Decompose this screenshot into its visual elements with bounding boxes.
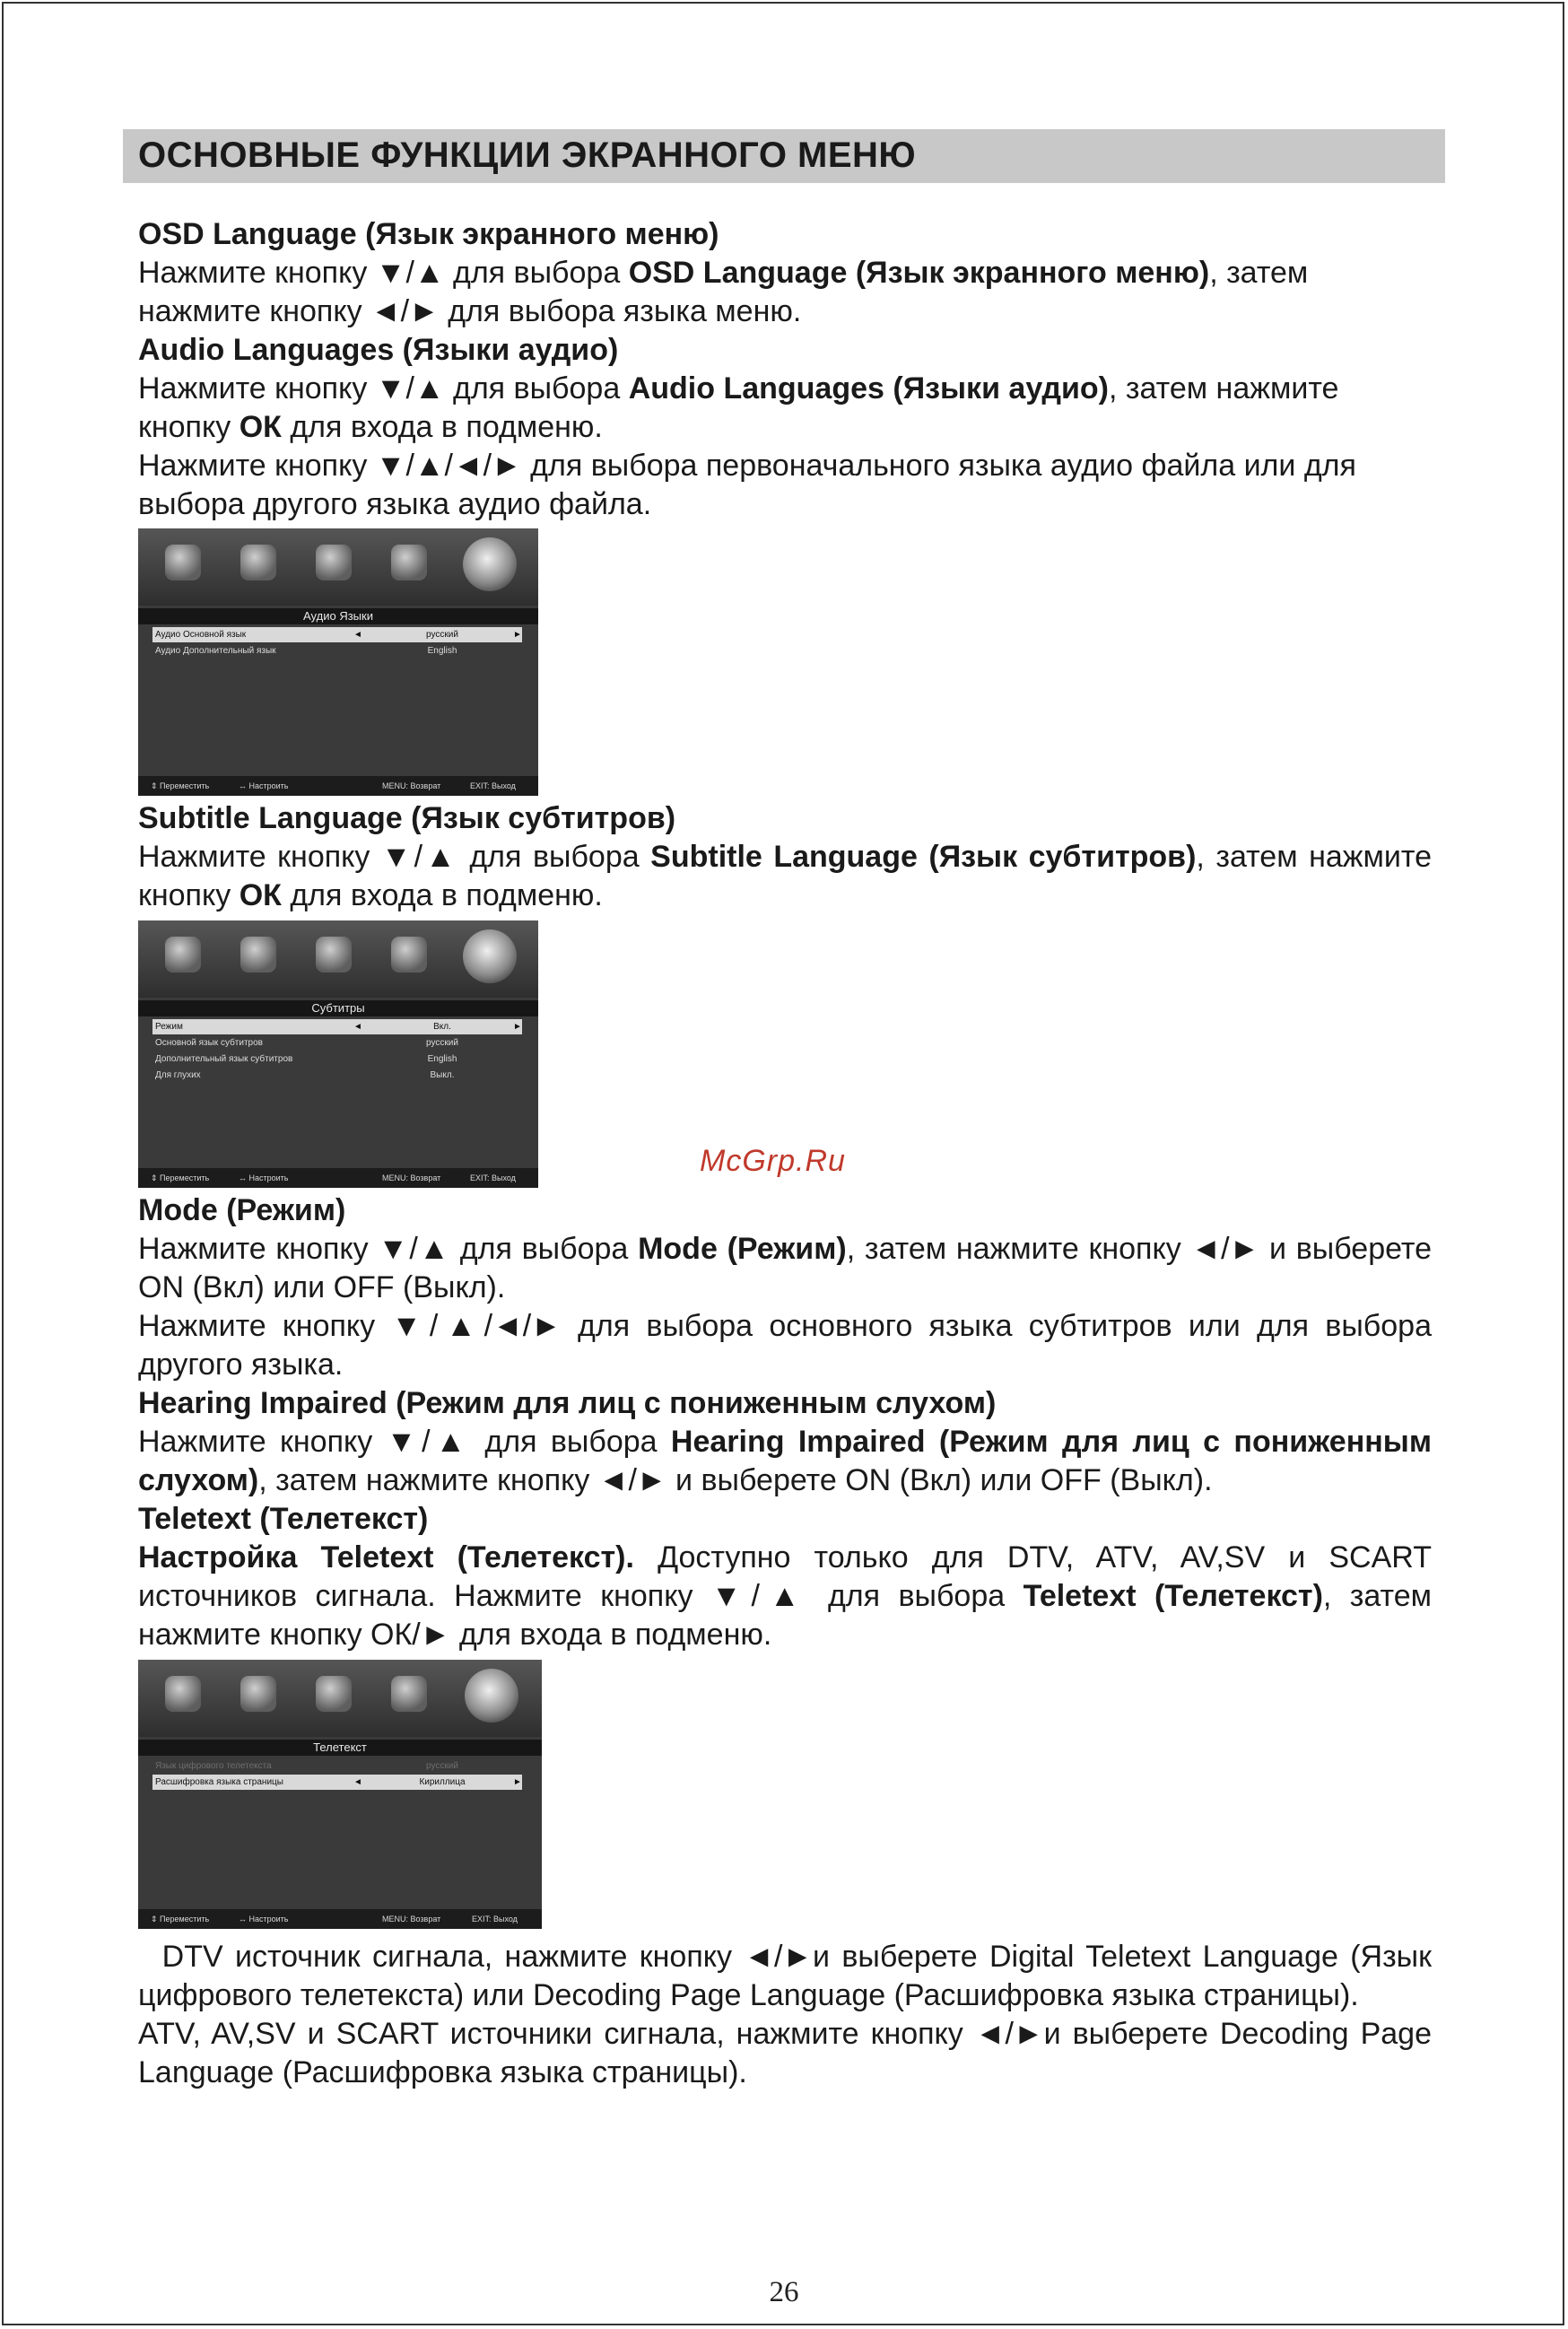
gear-icon [465, 1669, 518, 1723]
left-arrow-icon: ◄ [353, 630, 362, 640]
menu-row-hearing-impaired: Для глухих Выкл. [155, 1070, 455, 1080]
subtitle-language-paragraph: Нажмите кнопку ▼/▲ для выбора Subtitle Language (Язык субтитров), затем нажмите кнопку ОК для входа в подменю. [138, 840, 1432, 912]
menu-icon-bar [138, 1660, 542, 1737]
menu-row-mode: Режим ◄ Вкл. ► [152, 1019, 522, 1034]
audio-languages-heading: Audio Languages (Языки аудио) [138, 333, 619, 367]
sound-icon [240, 1676, 276, 1712]
teletext-paragraph: Настройка Teletext (Телетекст). Доступно только для DTV, ATV, AV,SV и SCART источников сигнала. Нажмите кнопку ▼/▲ для выбора Teletext (Телетекст), затем нажмите кнопку ОК/► для входа в подменю. [138, 1540, 1432, 1652]
audio-languages-screenshot [138, 528, 538, 796]
audio-languages-paragraph-1: Нажмите кнопку ▼/▲ для выбора Audio Languages (Языки аудио), затем нажмите кнопку ОК для входа в подменю. [138, 371, 1339, 444]
left-arrow-icon: ◄ [353, 1022, 362, 1032]
section-title: ОСНОВНЫЕ ФУНКЦИИ ЭКРАННОГО МЕНЮ [138, 135, 917, 175]
lock-icon [391, 545, 427, 580]
sound-icon [240, 937, 276, 973]
subtitle-language-heading: Subtitle Language (Язык субтитров) [138, 801, 676, 835]
time-icon [316, 937, 352, 973]
mode-paragraph-2: Нажмите кнопку ▼/▲/◄/► для выбора основного языка субтитров или для выбора другого языка. [138, 1309, 1432, 1382]
time-icon [316, 1676, 352, 1712]
teletext-heading: Teletext (Телетекст) [138, 1502, 429, 1536]
menu-icon-bar [138, 528, 538, 606]
subtitles-screenshot [138, 920, 538, 1188]
dtv-source-paragraph: DTV источник сигнала, нажмите кнопку ◄/►и выберете Digital Teletext Language (Язык цифрового телетекста) или Decoding Page Language (Расшифровка языка страницы). [138, 1940, 1441, 2012]
watermark: McGrp.Ru [700, 1144, 846, 1178]
mode-paragraph-1: Нажмите кнопку ▼/▲ для выбора Mode (Режим), затем нажмите кнопку ◄/► и выберете ON (Вкл) или OFF (Выкл). [138, 1232, 1432, 1304]
sound-icon [240, 545, 276, 580]
time-icon [316, 545, 352, 580]
section-header [123, 129, 1445, 183]
submenu-title: Телетекст [138, 1740, 542, 1756]
lock-icon [391, 937, 427, 973]
mode-heading: Mode (Режим) [138, 1193, 346, 1227]
submenu-title: Аудио Языки [138, 608, 538, 624]
menu-row-digital-teletext: Язык цифрового телетекста русский [155, 1761, 458, 1771]
gear-icon [463, 537, 517, 591]
lock-icon [391, 1676, 427, 1712]
osd-language-heading: OSD Language (Язык экранного меню) [138, 217, 719, 251]
menu-row-decoding-page: Расшифровка языка страницы ◄ Кириллица ► [152, 1775, 522, 1790]
gear-icon [463, 929, 517, 983]
picture-icon [165, 1676, 201, 1712]
right-arrow-icon: ► [513, 1022, 522, 1032]
menu-row-primary-audio: Аудио Основной язык ◄ русский ► [152, 627, 522, 642]
menu-row-secondary-audio: Аудио Дополнительный язык English [155, 646, 457, 656]
right-arrow-icon: ► [513, 1777, 522, 1787]
hearing-impaired-heading: Hearing Impaired (Режим для лиц с пониженным слухом) [138, 1386, 997, 1420]
menu-footer: ⇕ Переместить ↔ Настроить MENU: Возврат EXIT: Выход [138, 1909, 542, 1929]
atv-source-paragraph: ATV, AV,SV и SCART источники сигнала, нажмите кнопку ◄/►и выберете Decoding Page Language (Расшифровка языка страницы). [138, 2017, 1432, 2089]
picture-icon [165, 937, 201, 973]
osd-language-paragraph: Нажмите кнопку ▼/▲ для выбора OSD Language (Язык экранного меню), затем нажмите кнопку ◄/► для выбора языка меню. [138, 256, 1309, 328]
menu-footer: ⇕ Переместить ↔ Настроить MENU: Возврат EXIT: Выход [138, 1168, 538, 1188]
page-number: 26 [769, 2276, 799, 2308]
picture-icon [165, 545, 201, 580]
menu-footer: ⇕ Переместить ↔ Настроить MENU: Возврат EXIT: Выход [138, 776, 538, 796]
menu-icon-bar [138, 920, 538, 998]
hearing-impaired-paragraph: Нажмите кнопку ▼/▲ для выбора Hearing Impaired (Режим для лиц с пониженным слухом), затем нажмите кнопку ◄/► и выберете ON (Вкл) или OFF (Выкл). [138, 1425, 1432, 1497]
submenu-title: Субтитры [138, 1000, 538, 1016]
menu-row-primary-subtitle: Основной язык субтитров русский [155, 1038, 458, 1048]
right-arrow-icon: ► [513, 630, 522, 640]
teletext-screenshot [138, 1660, 542, 1929]
audio-languages-paragraph-2: Нажмите кнопку ▼/▲/◄/► для выбора первоначального языка аудио файла или для выбора другого языка аудио файла. [138, 449, 1356, 521]
menu-row-secondary-subtitle: Дополнительный язык субтитров English [155, 1054, 457, 1064]
left-arrow-icon: ◄ [353, 1777, 362, 1787]
